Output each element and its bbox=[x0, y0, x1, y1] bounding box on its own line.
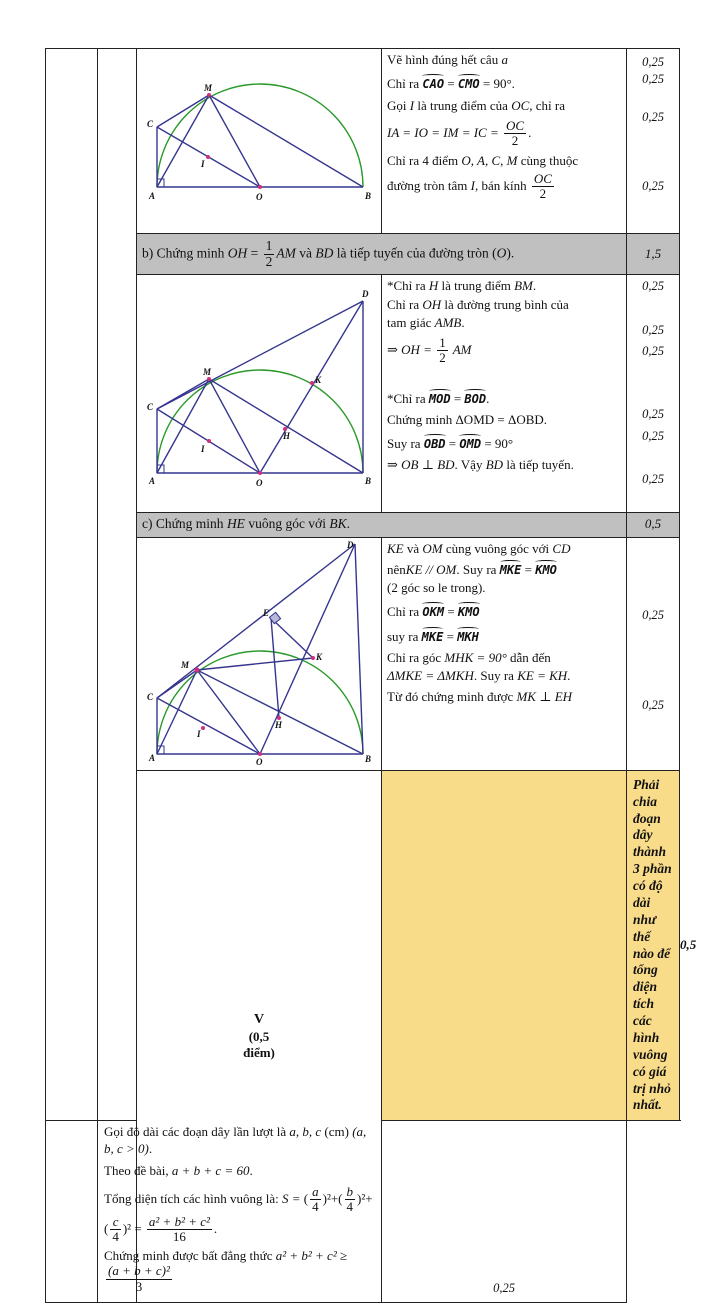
svg-text:K: K bbox=[315, 375, 322, 386]
part-c-header-score: 0,5 bbox=[627, 512, 680, 537]
angle-cao: CAO bbox=[422, 73, 444, 92]
label-A: A bbox=[149, 191, 156, 201]
figure-c-cell bbox=[137, 537, 382, 770]
svg-text:C: C bbox=[147, 691, 154, 702]
svg-text:B: B bbox=[365, 476, 372, 487]
part-a-text: Vẽ hình đúng hết câu a Chỉ ra CAO = CMO = 90°. Gọi I là trung điểm của OC, chỉ ra IA = IO = IM = IC = $\frac{OC}{2}$ . Chỉ ra 4 điểm O, A, C, M cùng thuộc đường tròn tâm I, bán kính $\frac{OC}{2}$ bbox=[382, 49, 627, 234]
subsection-cell bbox=[98, 49, 137, 1121]
part-b-header-score: 1,5 bbox=[627, 234, 680, 275]
svg-text:O: O bbox=[256, 478, 263, 489]
label-B: B bbox=[365, 191, 372, 201]
semicircle-arc bbox=[157, 84, 363, 187]
label-O: O bbox=[256, 192, 263, 202]
svg-text:K: K bbox=[316, 651, 323, 662]
svg-text:B: B bbox=[365, 753, 372, 764]
svg-text:A: A bbox=[149, 476, 156, 487]
part-a-scores: 0,25 0,25 0,25 0,25 bbox=[627, 49, 680, 234]
part-c-text: KE và OM cùng vuông góc với CD nênKE // OM. Suy ra MKE = KMO (2 góc so le trong). Chỉ ra OKM = KMO suy ra MKE = MKH Chỉ ra góc MHK = 90° dẫn đến ΔMKE = ΔMKH. Suy ra KE = KH. Từ đó chứng minh được MK ⊥ EH bbox=[382, 537, 627, 770]
svg-text:A: A bbox=[149, 752, 156, 763]
answer-table bbox=[45, 48, 697, 1303]
svg-text:I: I bbox=[197, 728, 201, 739]
answer-key-page bbox=[45, 48, 697, 1303]
section-v-score: 0,25 bbox=[382, 1121, 627, 1303]
svg-text:E: E bbox=[263, 607, 270, 618]
svg-text:H: H bbox=[275, 719, 283, 730]
label-C: C bbox=[147, 119, 154, 129]
figure-b-cell bbox=[137, 275, 382, 512]
part-c-scores: 0,25 0,25 bbox=[627, 537, 680, 770]
part-b-text: *Chỉ ra H là trung điểm BM. Chỉ ra OH là đường trung bình của tam giác AMB. ⇒ OH = $\frac{1}{2}$ AM *Chỉ ra MOD = BOD. Chứng minh ΔOMD = ΔOBD. Suy ra OBD = OMD = 90° ⇒ OB ⊥ BD. Vậy BD là tiếp tuyến. bbox=[382, 275, 627, 512]
section-v-header-row: V (0,5 điểm) Phải chia đoạn dây thành 3 phần có độ dài như thế nào để tổng diện tích các hình vuông có giá trị nhỏ nhất. 0,5 bbox=[46, 770, 680, 1121]
section-v-text: Gọi độ dài các đoạn dây lần lượt là a, b, c (cm) (a, b, c > 0). Theo đề bài, a + b + c = 60. Tổng diện tích các hình vuông là: S = ( $\frac{a}{4}$ )²+( $\frac{b}{4}$ )²+( $\frac{c}{4}$ )² = $\frac{\text{a² + b² + c²}}{16}$ . Chứng minh được bất đẳng thức a² + b² + c² ≥ $\frac{\text{(a + b + c)²}}{3}$ bbox=[98, 1121, 382, 1303]
svg-text:H: H bbox=[283, 431, 291, 442]
svg-text:O: O bbox=[256, 756, 263, 766]
section-v-label: V (0,5 điểm) bbox=[137, 770, 382, 1302]
figure-a bbox=[137, 49, 382, 229]
part-c-header: c) Chứng minh HE vuông góc với BK. bbox=[137, 512, 627, 537]
figure-b bbox=[137, 275, 382, 507]
part-b-row bbox=[46, 275, 680, 512]
fraction-oc-2: $\frac{OC}{2}$ bbox=[506, 117, 525, 149]
figure-a-cell bbox=[137, 49, 382, 234]
part-b-scores: 0,25 0,25 0,25 0,25 0,25 0,25 bbox=[627, 275, 680, 512]
figure-c bbox=[137, 538, 382, 766]
section-v-row bbox=[46, 1121, 680, 1303]
section-v-header: Phải chia đoạn dây thành 3 phần có độ dài như thế nào để tổng diện tích các hình vuông có giá trị nhỏ nhất. bbox=[627, 770, 680, 1121]
svg-text:M: M bbox=[203, 367, 212, 378]
svg-text:C: C bbox=[147, 402, 154, 413]
fraction-radius: $\frac{OC}{2}$ bbox=[533, 170, 552, 201]
svg-text:I: I bbox=[201, 444, 205, 455]
svg-text:M: M bbox=[181, 659, 190, 670]
section-cell-iv bbox=[46, 49, 98, 1121]
svg-text:D: D bbox=[347, 539, 354, 550]
part-b-header: b) Chứng minh OH = $\frac{1}{2}$ AM và BD là tiếp tuyến của đường tròn (O). bbox=[137, 234, 627, 275]
angle-cmo: CMO bbox=[458, 73, 480, 92]
svg-text:D: D bbox=[362, 289, 369, 300]
label-I: I bbox=[201, 159, 205, 169]
label-M: M bbox=[204, 83, 213, 93]
part-c-row bbox=[46, 537, 680, 770]
part-a-row bbox=[46, 49, 680, 234]
figure-a-lines bbox=[157, 95, 363, 187]
part-b-header-row bbox=[46, 234, 680, 275]
part-c-header-row bbox=[46, 512, 680, 537]
